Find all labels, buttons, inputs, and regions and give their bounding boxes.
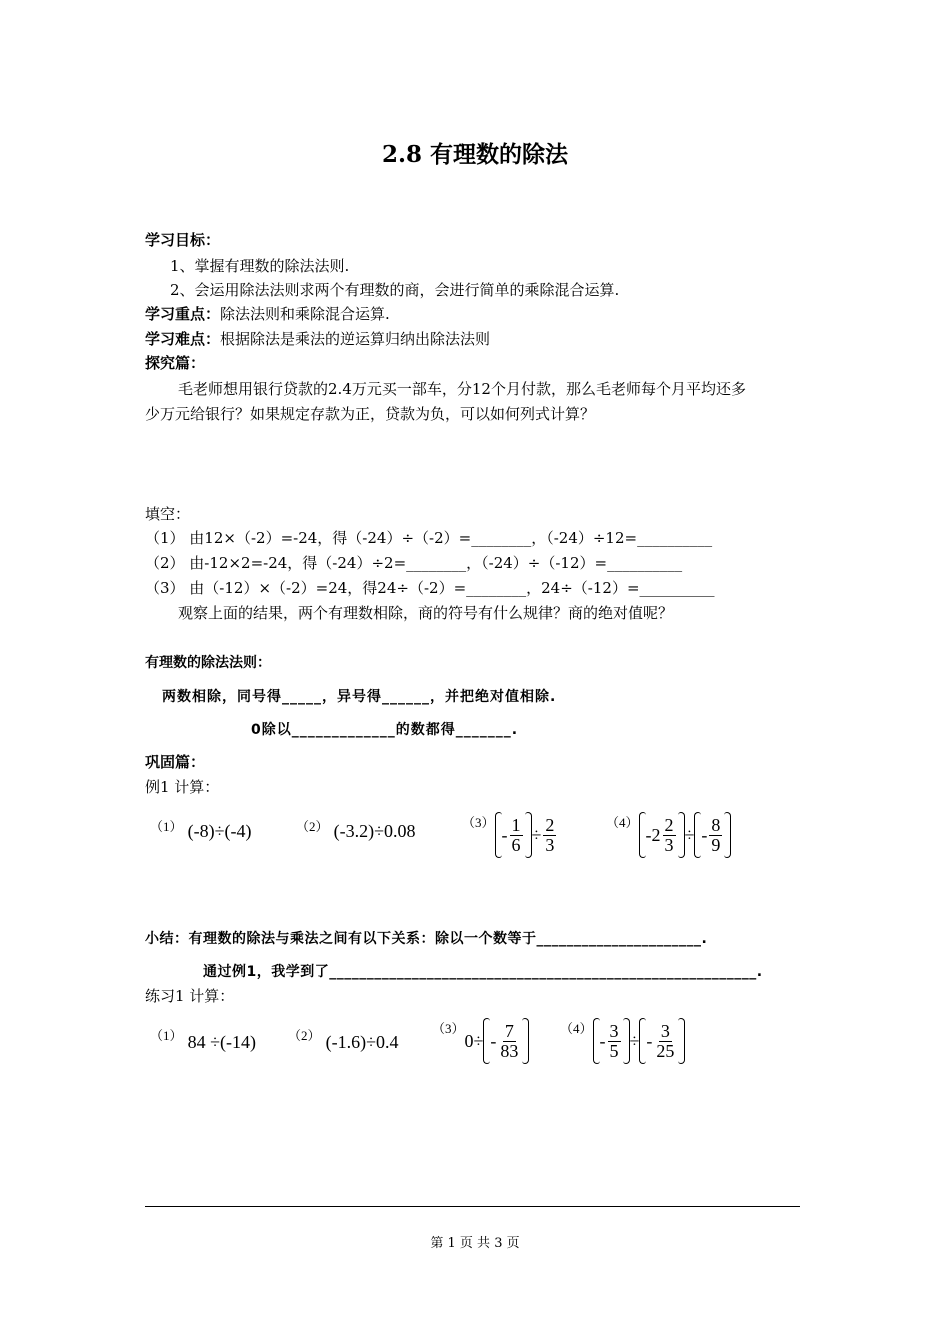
explore-paragraph-line1: 毛老师想用银行贷款的2.4万元买一部车，分12个月付款，那么毛老师每个月平均还多: [178, 380, 746, 398]
left-paren: [639, 812, 646, 858]
difficulty-point: [145, 328, 490, 349]
item-number: （2）: [288, 1028, 321, 1043]
summary-line-2: 通过例1，我学到了_________________________________________________________.: [203, 964, 763, 980]
key-label: 学习重点：: [145, 305, 221, 323]
item-number: （2）: [296, 819, 329, 834]
item-number: （3）: [462, 815, 495, 830]
item-number: （1）: [150, 1028, 183, 1043]
difficulty-label: 学习难点：: [145, 330, 221, 348]
divide-sign: ÷: [684, 824, 695, 845]
practice-label: 练习1 计算：: [145, 987, 235, 1005]
numerator: 8: [711, 814, 721, 835]
right-paren: [522, 1018, 529, 1064]
numerator: 2: [545, 814, 555, 835]
right-paren: [678, 812, 685, 858]
item-number: （1）: [150, 819, 183, 834]
operand-b: 0.4: [375, 1032, 399, 1052]
fraction: [654, 1022, 676, 1061]
operand-b: 0.08: [383, 821, 416, 841]
right-paren: [724, 812, 731, 858]
operand-a: (-3.2): [333, 821, 375, 841]
page-number: 第 1 页 共 3 页: [430, 1236, 520, 1251]
divide-sign: ÷: [210, 1032, 220, 1052]
denominator: 6: [511, 834, 521, 855]
footer-divider: [145, 1206, 800, 1207]
minus-sign: -: [501, 824, 508, 845]
example-1-item-2: [296, 815, 416, 841]
example-1-item-4: [606, 812, 731, 858]
consolidate-heading: 巩固篇：: [145, 753, 206, 771]
key-point: [145, 303, 390, 324]
operand-a: (-8): [187, 821, 215, 841]
numerator: 2: [664, 814, 674, 835]
expression: [188, 1032, 256, 1052]
right-paren: [678, 1018, 685, 1064]
rule-heading: 有理数的除法法则：: [145, 655, 271, 671]
rule-line-2: 0除以_____________的数都得_______.: [251, 722, 519, 738]
operand-a: 0: [464, 1030, 474, 1051]
divide-sign: ÷: [531, 824, 542, 845]
divide-sign: ÷: [629, 1030, 640, 1051]
fraction: [543, 816, 556, 855]
goal-item-1: 1、掌握有理数的除法法则.: [170, 257, 350, 275]
right-paren: [623, 1018, 630, 1064]
numerator: 1: [511, 814, 521, 835]
left-paren: [639, 1018, 646, 1064]
item-number: （4）: [606, 815, 639, 830]
item-number: （4）: [560, 1021, 593, 1036]
right-paren: [525, 812, 532, 858]
left-paren: [694, 812, 701, 858]
fill-line-1: （1） 由12×（-2）=-24，得（-24）÷（-2）=________，（-24）÷12=__________: [145, 529, 713, 547]
expression: [326, 1032, 399, 1052]
left-paren: [483, 1018, 490, 1064]
practice-item-3: [432, 1018, 529, 1064]
divide-sign: ÷: [366, 1032, 376, 1052]
fraction: [709, 816, 722, 855]
rule-line-1: 两数相除，同号得_____，异号得______，并把绝对值相除.: [162, 689, 557, 705]
fill-observe: 观察上面的结果，两个有理数相除，商的符号有什么规律？商的绝对值呢？: [178, 604, 674, 622]
fill-heading: 填空：: [145, 505, 191, 523]
page-title: 2.8 有理数的除法: [381, 141, 569, 168]
operand-a: (-1.6): [325, 1032, 367, 1052]
numerator: 3: [660, 1020, 670, 1041]
denominator: 83: [500, 1040, 519, 1061]
practice-item-4: [560, 1018, 685, 1064]
numerator: 3: [609, 1020, 619, 1041]
practice-item-2: [288, 1024, 399, 1052]
whole-part: 2: [651, 824, 661, 845]
key-text: 除法法则和乘除混合运算.: [220, 305, 390, 323]
fraction: [498, 1022, 520, 1061]
explore-heading: 探究篇：: [145, 354, 206, 372]
divide-sign: ÷: [473, 1030, 484, 1051]
summary-line-1: 小结：有理数的除法与乘法之间有以下关系：除以一个数等于______________________.: [145, 931, 708, 947]
example-label: 例1 计算：: [145, 778, 220, 796]
expression: [188, 821, 252, 841]
denominator: 25: [656, 1040, 675, 1061]
denominator: 9: [711, 834, 721, 855]
operand-b: (-4): [224, 821, 252, 841]
minus-sign: -: [599, 1030, 606, 1051]
denominator: 3: [545, 834, 555, 855]
minus-sign: -: [646, 1030, 653, 1051]
item-number: （3）: [432, 1021, 465, 1036]
fraction: [510, 816, 523, 855]
expression: [334, 821, 416, 841]
denominator: 3: [664, 834, 674, 855]
left-paren: [495, 812, 502, 858]
numerator: 7: [504, 1020, 514, 1041]
divide-sign: ÷: [214, 821, 225, 841]
practice-item-1: [150, 1024, 256, 1052]
minus-sign: -: [701, 824, 708, 845]
fill-line-2: （2） 由-12×2=-24，得（-24）÷2=________，（-24）÷（-12）=__________: [145, 554, 683, 572]
minus-sign: -: [645, 824, 652, 845]
fill-line-3: （3） 由（-12）×（-2）=24，得24÷（-2）=________，24÷（-12）=__________: [145, 579, 715, 597]
denominator: 5: [609, 1040, 619, 1061]
difficulty-text: 根据除法是乘法的逆运算归纳出除法法则: [220, 330, 491, 348]
explore-paragraph-line2: 少万元给银行？如果规定存款为正，贷款为负，可以如何列式计算？: [145, 405, 596, 423]
goals-heading: 学习目标：: [145, 231, 221, 249]
example-1-item-1: [150, 815, 252, 841]
example-1-item-3: [462, 812, 558, 858]
goal-item-2: 2、会运用除法法则求两个有理数的商，会进行简单的乘除混合运算.: [170, 281, 620, 299]
divide-sign: ÷: [374, 821, 384, 841]
fraction: [663, 816, 676, 855]
left-paren: [593, 1018, 600, 1064]
minus-sign: -: [490, 1030, 497, 1051]
operand-b: (-14): [220, 1032, 256, 1052]
operand-a: 84: [187, 1032, 206, 1052]
fraction: [608, 1022, 621, 1061]
